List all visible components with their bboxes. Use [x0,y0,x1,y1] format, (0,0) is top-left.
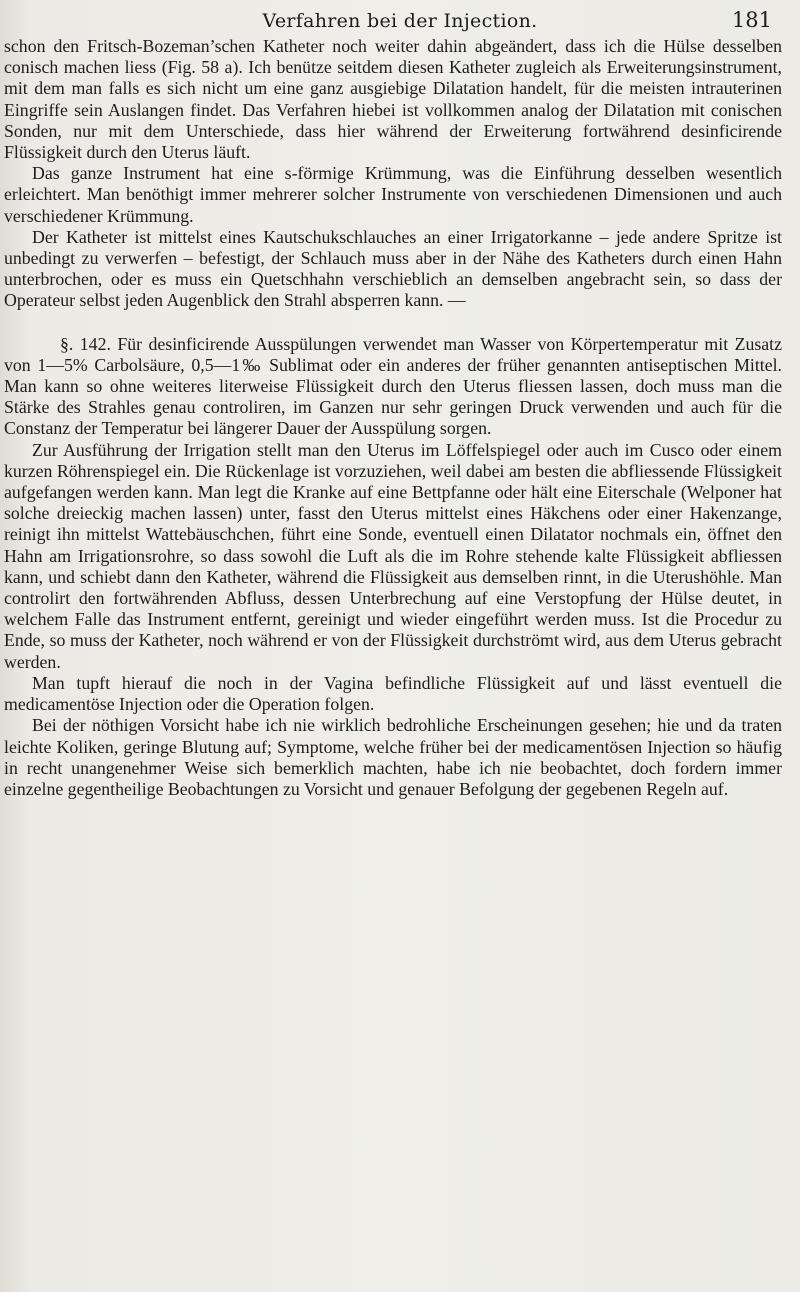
running-title: Verfahren bei der Injection. [262,10,538,32]
paragraph-2: Das ganze Instrument hat eine s-förmige Krümmung, was die Einführung desselben wesentlich erleichtert. Man benöthigt immer mehrerer solcher Instrumente von verschiedenen Dimensionen und auch verschiedener Krümmung. [4,163,782,226]
paragraph-7: Bei der nöthigen Vorsicht habe ich nie wirklich bedrohliche Erscheinungen gesehen; hie und da traten leichte Koliken, geringe Blutung auf; Symptome, welche früher bei der medicamentösen Injection so häufig in recht unangenehmer Weise sich bemerklich machten, habe ich nie beobachtet, doch fordern immer einzelne gegentheilige Beobachtungen zu Vorsicht und genauer Befolgung der gegebenen Regeln auf. [4,715,782,799]
paragraph-3: Der Katheter ist mittelst eines Kautschukschlauches an einer Irrigatorkanne – jede andere Spritze ist unbedingt zu verwerfen – befestigt, der Schlauch muss aber in der Nähe des Katheters durch einen Hahn unterbrochen, oder es muss ein Quetschhahn verschieblich an demselben angebracht sein, so dass der Operateur selbst jeden Augenblick den Strahl absperren kann. — [4,226,782,311]
page-number: 181 [731,8,772,32]
page-header [0,8,800,36]
body-text [4,36,782,800]
paragraph-1: schon den Fritsch-Bozeman’schen Katheter noch weiter dahin abgeändert, dass ich die Hülse desselben conisch machen liess (Fig. 58 a). Ich benütze seitdem diesen Katheter zugleich als Erweiterungsinstrument, mit dem man falls es sich nicht um eine ganz ausgiebige Dilatation handelt, für die meisten intrauterinen Eingriffe sein Auslangen findet. Das Verfahren hiebei ist vollkommen analog der Dilatation mit conischen Sonden, nur mit dem Unterschiede, dass hier während der Erweiterung fortwährend desinficirende Flüssigkeit durch den Uterus läuft. [4,36,782,163]
paragraph-6: Man tupft hierauf die noch in der Vagina befindliche Flüssigkeit auf und lässt eventuell die medicamentöse Injection oder die Operation folgen. [4,672,782,715]
paragraph-5: Zur Ausführung der Irrigation stellt man den Uterus im Löffelspiegel oder auch im Cusco oder einem kurzen Röhrenspiegel ein. Die Rückenlage ist vorzuziehen, weil dabei am besten die abfliessende Flüssigkeit aufgefangen werden kann. Man legt die Kranke auf eine Bettpfanne oder hält eine Eiterschale (Welponer hat solche dreieckig machen lassen) unter, fasst den Uterus mittelst eines Häkchens oder einer Hakenzange, reinigt ihn mittelst Wattebäuschchen, führt eine Sonde, eventuell einen Dilatator nochmals ein, öffnet den Hahn am Irrigationsrohre, so dass sowohl die Luft als die im Rohre stehende kalte Flüssigkeit abfliessen kann, und schiebt dann den Katheter, während die Flüssigkeit aus demselben rinnt, in die Uterushöhle. Man controlirt den fortwährenden Abfluss, dessen Unterbrechung auf eine Verstopfung der Hülse deutet, in welchem Falle das Instrument entfernt, gereinigt und wieder eingeführt werden muss. Ist die Procedur zu Ende, so muss der Katheter, noch während er von der Flüssigkeit durchströmt wird, aus dem Uterus gebracht werden. [4,439,782,672]
paragraph-section-142: §. 142. Für desinficirende Ausspülungen verwendet man Wasser von Körpertemperatur mit Zusatz von 1—5% Carbolsäure, 0,5—1‰ Sublimat oder ein anderes der früher genannten antiseptischen Mittel. Man kann so ohne weiteres literweise Flüssigkeit durch den Uterus fliessen lassen, doch muss man die Stärke des Strahles genau controliren, im Ganzen nur sehr geringen Druck verwenden und auch für die Constanz der Temperatur bei längerer Dauer der Ausspülung sorgen. [4,333,782,439]
